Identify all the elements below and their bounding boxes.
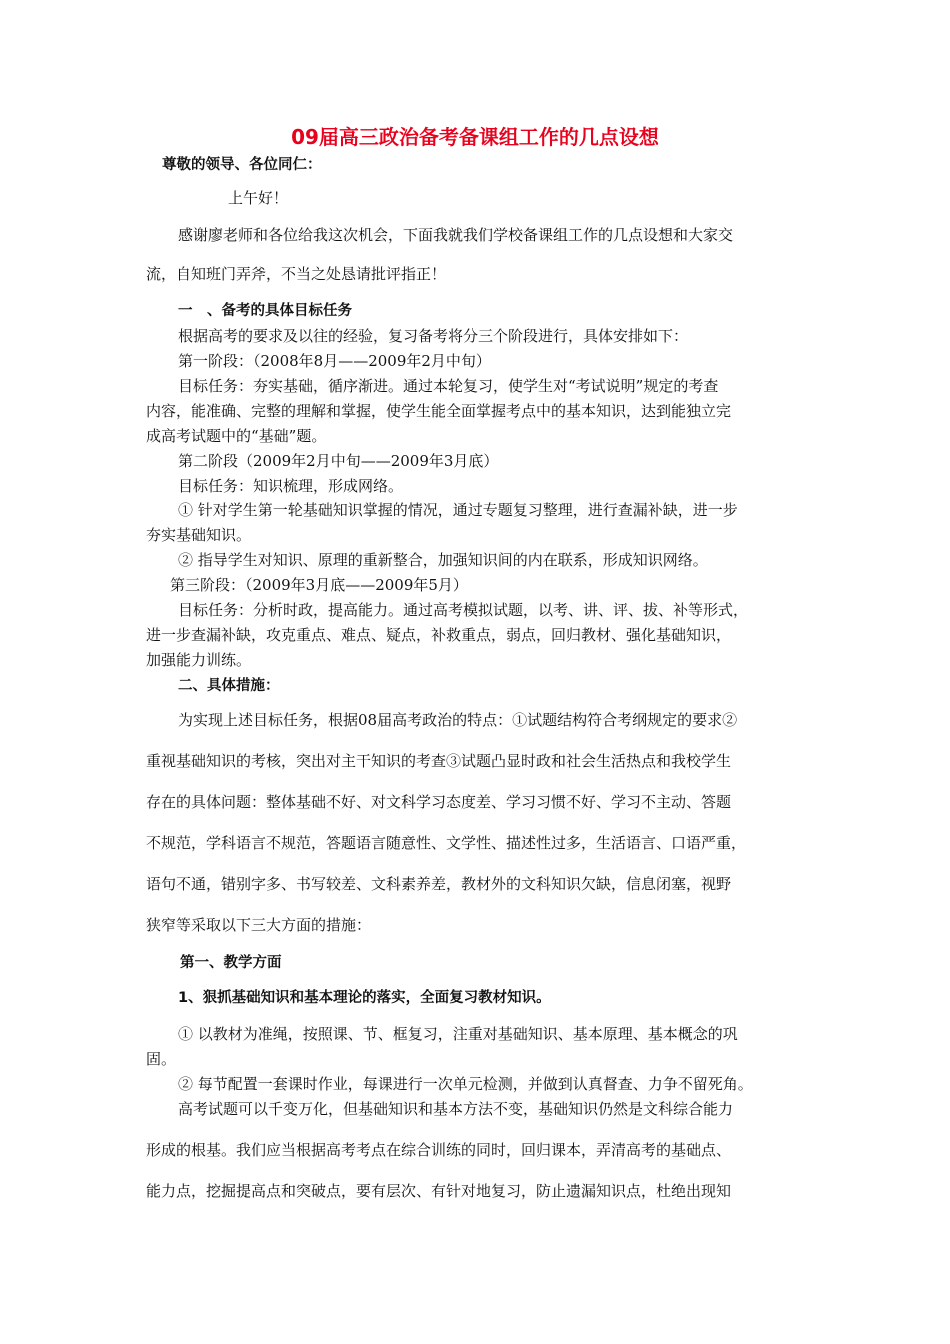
paragraph-line: 能力点，挖掘提高点和突破点，要有层次、有针对地复习，防止遗漏知识点，杜绝出现知 — [146, 1182, 732, 1200]
paragraph-line: 进一步查漏补缺，攻克重点、难点、疑点，补救重点，弱点，回归教材、强化基础知识， — [146, 626, 732, 644]
subsection-heading: 第一、教学方面 — [180, 955, 282, 971]
section-1-heading: 一 、备考的具体目标任务 — [178, 303, 352, 319]
paragraph-line: ① 针对学生第一轮基础知识掌握的情况，通过专题复习整理，进行查漏补缺，进一步 — [178, 501, 738, 519]
item-1-heading: 1、狠抓基础知识和基本理论的落实，全面复习教材知识。 — [178, 990, 551, 1006]
paragraph-line: 目标任务：分析时政，提高能力。通过高考模拟试题，以考、讲、评、拔、补等形式， — [178, 601, 749, 619]
stage-2-heading: 第二阶段（2009年2月中旬——2009年3月底） — [178, 452, 499, 470]
paragraph-line: ② 每节配置一套课时作业，每课进行一次单元检测，并做到认真督查、力争不留死角。 — [178, 1075, 753, 1093]
paragraph-line: 高考试题可以千变万化，但基础知识和基本方法不变，基础知识仍然是文科综合能力 — [178, 1100, 734, 1118]
stage-1-heading: 第一阶段：（2008年8月——2009年2月中旬） — [178, 352, 491, 370]
paragraph-line: 固。 — [146, 1050, 177, 1068]
section-2-heading: 二、具体措施： — [178, 678, 280, 694]
paragraph-line: 狭窄等采取以下三大方面的措施： — [146, 916, 372, 934]
salutation: 尊敬的领导、各位同仁： — [162, 157, 322, 173]
paragraph-line: ② 指导学生对知识、原理的重新整合，加强知识间的内在联系，形成知识网络。 — [178, 551, 708, 569]
greeting: 上午好！ — [228, 189, 289, 207]
paragraph-line: 形成的根基。我们应当根据高考考点在综合训练的同时，回归课本，弄清高考的基础点、 — [146, 1141, 732, 1159]
document-title: 09届高三政治备考备课组工作的几点设想 — [291, 125, 659, 149]
paragraph-line: 内容，能准确、完整的理解和掌握，使学生能全面掌握考点中的基本知识，达到能独立完 — [146, 402, 732, 420]
paragraph-line: 存在的具体问题：整体基础不好、对文科学习态度差、学习习惯不好、学习不主动、答题 — [146, 793, 732, 811]
intro-line-2: 流，自知班门弄斧，不当之处恳请批评指正！ — [146, 265, 447, 283]
paragraph-line: 加强能力训练。 — [146, 651, 252, 669]
paragraph-line: 夯实基础知识。 — [146, 526, 252, 544]
paragraph-line: ① 以教材为准绳，按照课、节、框复习，注重对基础知识、基本原理、基本概念的巩 — [178, 1025, 738, 1043]
paragraph-line: 目标任务：知识梳理，形成网络。 — [178, 477, 404, 495]
intro-line-1: 感谢廖老师和各位给我这次机会，下面我就我们学校备课组工作的几点设想和大家交 — [178, 226, 734, 244]
paragraph-line: 目标任务：夯实基础，循序渐进。通过本轮复习，使学生对“考试说明”规定的考查 — [178, 377, 719, 395]
paragraph-line: 成高考试题中的“基础”题。 — [146, 427, 327, 445]
stage-3-heading: 第三阶段：（2009年3月底——2009年5月） — [170, 576, 468, 594]
paragraph-line: 为实现上述目标任务，根据08届高考政治的特点：①试题结构符合考纲规定的要求② — [178, 711, 738, 729]
paragraph-line: 不规范，学科语言不规范，答题语言随意性、文学性、描述性过多，生活语言、口语严重， — [146, 834, 747, 852]
paragraph-line: 语句不通，错别字多、书写较差、文科素养差，教材外的文科知识欠缺，信息闭塞，视野 — [146, 875, 732, 893]
paragraph-line: 根据高考的要求及以往的经验，复习备考将分三个阶段进行，具体安排如下： — [178, 327, 689, 345]
paragraph-line: 重视基础知识的考核，突出对主干知识的考查③试题凸显时政和社会生活热点和我校学生 — [146, 752, 732, 770]
